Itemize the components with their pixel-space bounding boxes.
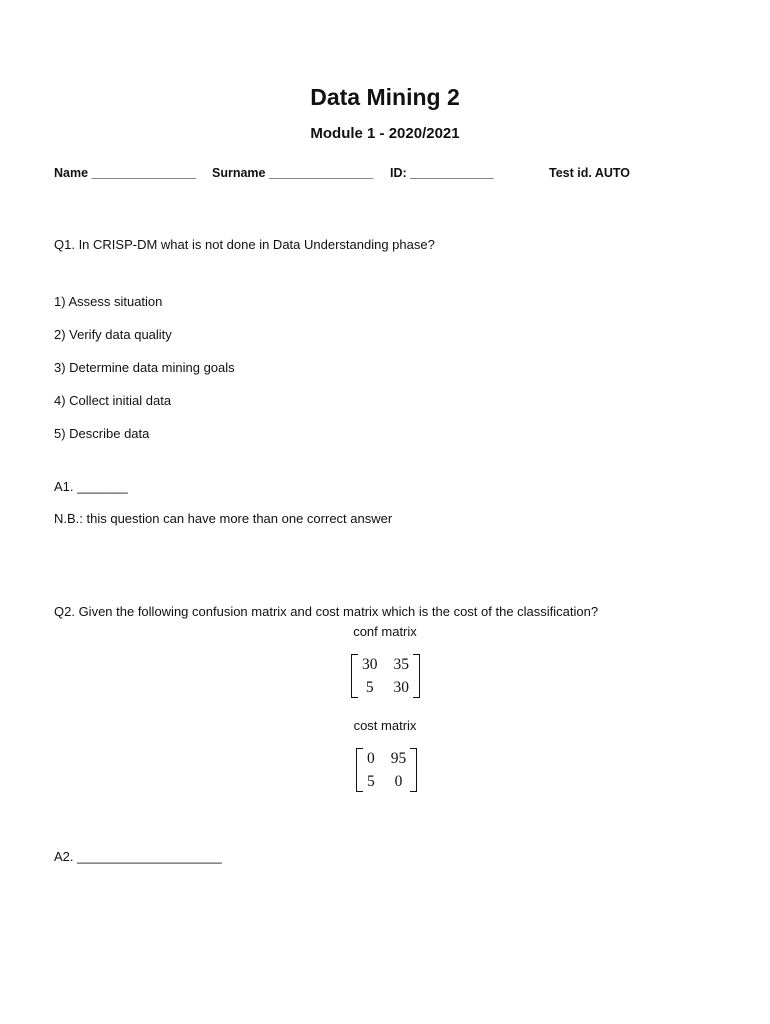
right-bracket xyxy=(410,748,417,792)
q2-answer-line: A2. ____________________ xyxy=(54,849,222,864)
q1-option: 2) Verify data quality xyxy=(54,327,172,342)
cost-matrix-cell: 95 xyxy=(390,750,407,767)
cost-matrix-cell: 0 xyxy=(367,750,375,767)
cost-matrix xyxy=(356,748,417,792)
q1-option: 3) Determine data mining goals xyxy=(54,360,235,375)
q1-option: 5) Describe data xyxy=(54,426,150,441)
q2-question: Q2. Given the following confusion matrix and cost matrix which is the cost of the classification? xyxy=(54,604,599,619)
conf-matrix xyxy=(351,654,420,698)
conf-matrix-cell: 35 xyxy=(393,656,409,673)
q1-option: 4) Collect initial data xyxy=(54,393,172,408)
right-bracket xyxy=(413,654,420,698)
name-field: Name _______________ xyxy=(54,166,196,180)
q1-question: Q1. In CRISP-DM what is not done in Data Understanding phase? xyxy=(54,237,435,252)
q1-answer-line: A1. _______ xyxy=(54,479,128,494)
test-id: Test id. AUTO xyxy=(549,166,631,180)
id-field: ID: ____________ xyxy=(390,166,494,180)
q1-note: N.B.: this question can have more than one correct answer xyxy=(54,511,393,526)
conf-matrix-cell: 30 xyxy=(362,656,378,673)
document-subtitle: Module 1 - 2020/2021 xyxy=(310,125,460,142)
left-bracket xyxy=(351,654,358,698)
conf-matrix-cell: 5 xyxy=(365,679,374,696)
left-bracket xyxy=(356,748,363,792)
q1-option: 1) Assess situation xyxy=(54,294,163,309)
cost-matrix-cell: 5 xyxy=(367,773,375,790)
cost-matrix-label: cost matrix xyxy=(353,718,417,733)
conf-matrix-cell: 30 xyxy=(393,679,409,696)
conf-matrix-label: conf matrix xyxy=(353,624,417,639)
document-title: Data Mining 2 xyxy=(310,84,460,110)
cost-matrix-cell: 0 xyxy=(394,773,403,790)
surname-field: Surname _______________ xyxy=(212,166,374,180)
